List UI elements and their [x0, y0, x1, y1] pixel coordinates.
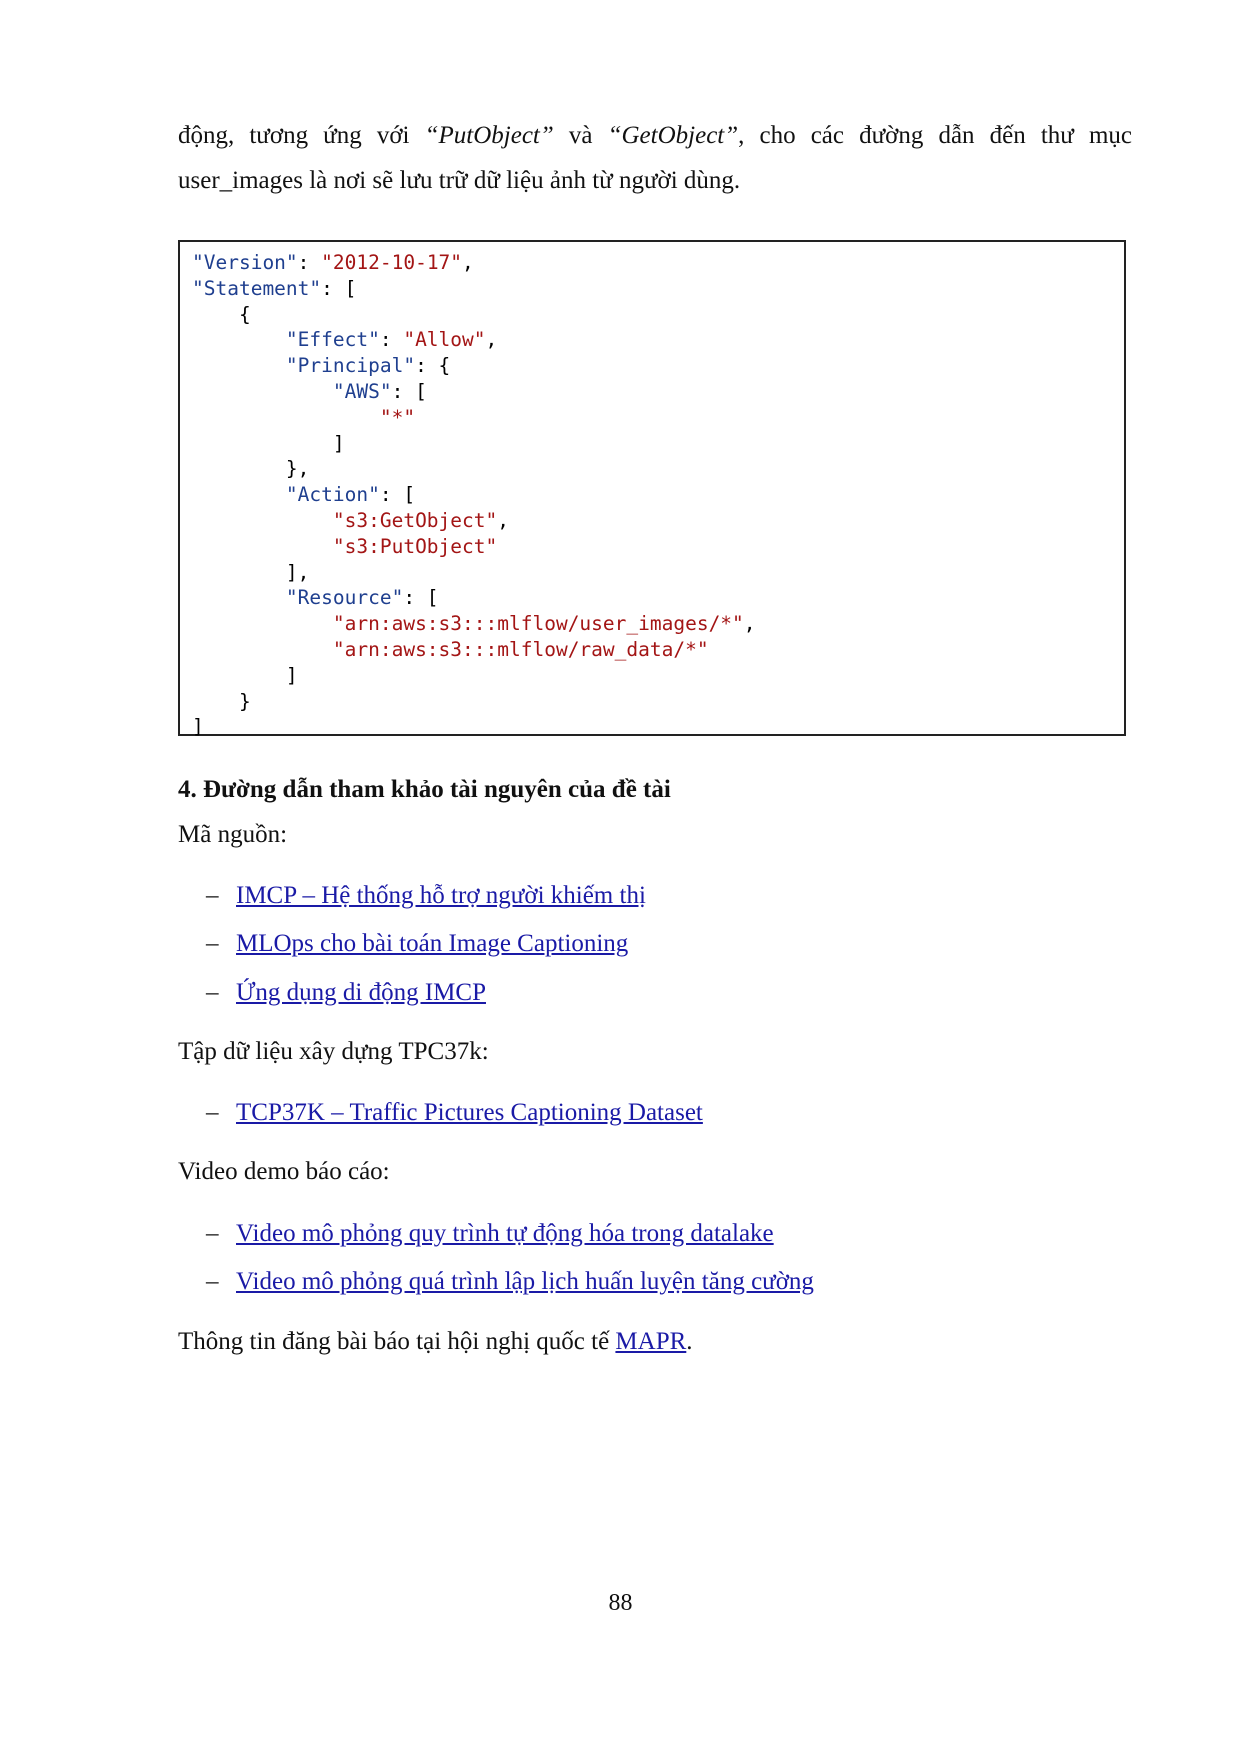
- code-block: [178, 240, 1126, 739]
- code-key: "Action": [285, 483, 380, 507]
- link-imcp-repo[interactable]: IMCP – Hệ thống hỗ trợ người khiếm thị: [236, 882, 646, 909]
- link-mobile-app-repo[interactable]: Ứng dụng di động IMCP: [236, 979, 486, 1006]
- code-key: "Version": [192, 251, 298, 274]
- dash-bullet: –: [206, 979, 219, 1006]
- code-key: "AWS": [332, 379, 392, 403]
- list-item: [206, 924, 628, 964]
- paper-info-text: Thông tin đăng bài báo tại hội nghị quốc tế: [178, 1328, 616, 1355]
- code-key: "Principal": [285, 354, 416, 378]
- page-number: 88: [608, 1590, 633, 1616]
- video-label: Video demo báo cáo:: [178, 1158, 390, 1185]
- code-string: "s3:GetObject": [332, 508, 498, 532]
- code-string: "Allow": [403, 328, 486, 352]
- source-code-label: Mã nguồn:: [178, 821, 288, 848]
- code-key: "Effect": [285, 328, 380, 352]
- dash-bullet: –: [206, 882, 219, 909]
- code-string: "2012-10-17": [321, 251, 463, 274]
- intro-line-1: [178, 113, 1132, 159]
- list-item: [206, 1262, 814, 1302]
- dash-bullet: –: [206, 1220, 219, 1247]
- list-item: [206, 973, 486, 1013]
- code-string: "arn:aws:s3:::mlflow/raw_data/*": [332, 637, 709, 661]
- code-key: "Resource": [285, 586, 404, 610]
- link-mapr[interactable]: MAPR: [615, 1328, 687, 1355]
- intro-line-2: user_images là nơi sẽ lưu trữ dữ liệu ảnh từ người dùng.: [178, 167, 741, 194]
- putobject-term: “PutObject”: [424, 122, 554, 149]
- getobject-term: “GetObject”: [607, 122, 739, 149]
- list-item: [206, 1093, 703, 1133]
- code-key: "Statement": [192, 276, 322, 300]
- link-video-datalake[interactable]: Video mô phỏng quy trình tự động hóa trong datalake: [236, 1220, 774, 1247]
- dash-bullet: –: [206, 930, 219, 957]
- code-string: "*": [379, 405, 416, 429]
- link-mlops-repo[interactable]: MLOps cho bài toán Image Captioning: [236, 930, 629, 957]
- section-heading: 4. Đường dẫn tham khảo tài nguyên của đề tài: [178, 776, 671, 803]
- link-video-scheduling[interactable]: Video mô phỏng quá trình lập lịch huấn luyện tăng cường: [236, 1268, 814, 1295]
- dash-bullet: –: [206, 1099, 219, 1126]
- policy-json: "Version": "2012-10-17", "Statement": [ { "Effect": "Allow", "Principal": { "AWS": [ "*" ] }, "Action": [ "s3:GetObject", "s3:PutObject" ], "Resource": [ "arn:aws:s3:::mlflow/user_images/*", "arn:aws:s3:::mlflow/raw_data/*" ] } ]: [192, 251, 756, 739]
- code-string: "s3:PutObject": [332, 534, 498, 558]
- dash-bullet: –: [206, 1268, 219, 1295]
- link-dataset[interactable]: TCP37K – Traffic Pictures Captioning Dataset: [236, 1099, 703, 1126]
- paper-info: [178, 1322, 693, 1362]
- list-item: [206, 1214, 774, 1254]
- list-item: [206, 876, 646, 916]
- intro-text: , cho các đường dẫn đến thư mục: [738, 122, 1132, 149]
- code-string: "arn:aws:s3:::mlflow/user_images/*": [332, 612, 744, 636]
- paper-info-period: .: [686, 1328, 693, 1355]
- intro-text: và: [553, 122, 608, 149]
- intro-text: động, tương ứng với: [178, 122, 425, 149]
- dataset-label: Tập dữ liệu xây dựng TPC37k:: [178, 1038, 489, 1065]
